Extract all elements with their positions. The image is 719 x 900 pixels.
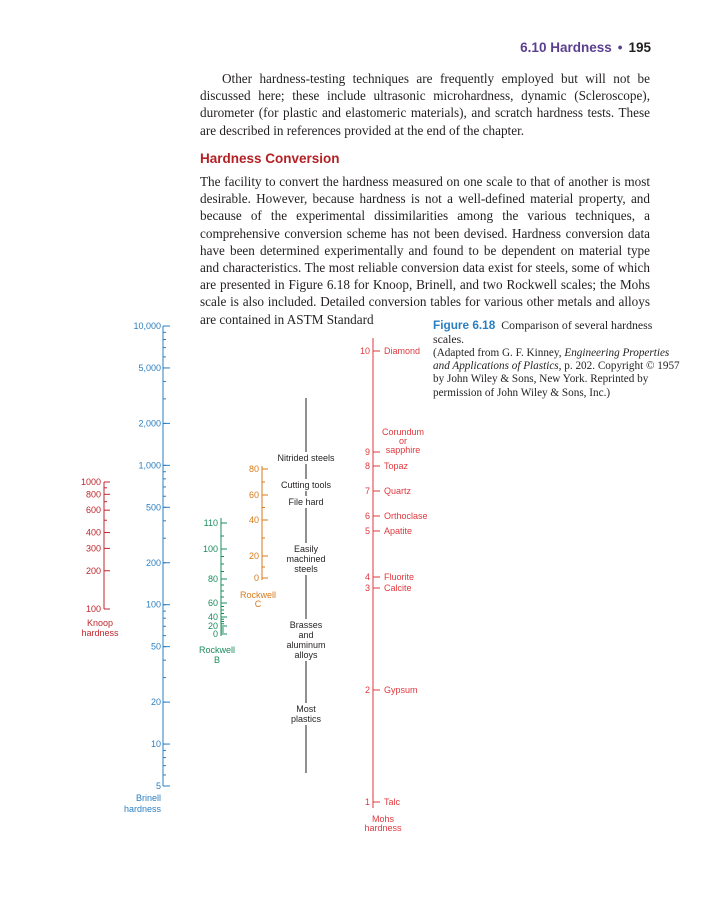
brinell-label: hardness bbox=[123, 804, 161, 814]
rockwell-b-label: Rockwell bbox=[198, 645, 236, 655]
section-title: 6.10 Hardness bbox=[520, 40, 612, 55]
mohs-tick-label: 6 bbox=[364, 511, 370, 521]
rockwell-c-tick-label: 40 bbox=[248, 515, 259, 525]
mohs-mineral-label: Corundum bbox=[381, 427, 425, 437]
mohs-mineral-label: Diamond bbox=[384, 346, 421, 356]
brinell-tick-label: 5 bbox=[155, 781, 161, 791]
knoop-tick-label: 600 bbox=[85, 505, 101, 516]
brinell-tick-label: 1,000 bbox=[138, 460, 161, 471]
brinell-tick-label: 20 bbox=[150, 697, 161, 708]
mohs-tick-label: 1 bbox=[364, 797, 370, 807]
rockwell-c-tick-label: 0 bbox=[253, 573, 259, 583]
mohs-tick-label: 10 bbox=[359, 346, 370, 356]
source-title: Engineering Properties and Applications of Plastics, bbox=[433, 346, 670, 372]
material-category-label: File hard bbox=[288, 497, 324, 507]
material-category-label: Most bbox=[296, 704, 316, 714]
rockwell-c-label: Rockwell bbox=[239, 590, 277, 600]
mohs-mineral-label: sapphire bbox=[385, 445, 421, 455]
brinell-tick-label: 50 bbox=[150, 641, 161, 652]
material-category-label: Brasses bbox=[289, 620, 323, 630]
material-category-label: plastics bbox=[290, 714, 322, 724]
figure-label: Figure 6.18 bbox=[433, 318, 496, 332]
rockwell-b-tick-label: 40 bbox=[207, 612, 218, 622]
mohs-mineral-label: Gypsum bbox=[384, 685, 418, 695]
mohs-mineral-label: Fluorite bbox=[384, 572, 415, 582]
mohs-tick-label: 5 bbox=[364, 526, 370, 536]
mohs-tick-label: 8 bbox=[364, 461, 370, 471]
knoop-label: hardness bbox=[81, 628, 119, 638]
paragraph-hardness-conversion: The facility to convert the hardness measured on one scale to that of another is most desirable. However, because hardness is not a well-defined material property, and because of the experimental dissimilarities among the various techniques, a comprehensive conversion scheme has not been devised. Hardness conversion data have been determined experimentally and found to be dependent on material type and characteristics. The most reliable conversion data exist for steels, some of which are presented in Figure 6.18 for Knoop, Brinell, and two Rockwell scales; the Mohs scale is also included. Detailed conversion tables for various other metals and alloys are contained in ASTM Standard bbox=[200, 174, 650, 327]
material-category-label: Easily bbox=[293, 544, 319, 554]
section-heading: Hardness Conversion bbox=[200, 151, 340, 166]
rockwell-c-tick-label: 20 bbox=[248, 551, 259, 561]
knoop-tick-label: 300 bbox=[85, 543, 101, 554]
page-number: 195 bbox=[628, 40, 651, 55]
mohs-mineral-label: Orthoclase bbox=[384, 511, 428, 521]
source-suffix: p. 202. Copyright © 1957 by John Wiley & Sons, New York. Reprinted by permission of John Wiley & Sons, Inc.) bbox=[433, 360, 680, 399]
brinell-tick-label: 2,000 bbox=[138, 418, 161, 429]
mohs-tick-label: 2 bbox=[364, 685, 370, 695]
source-prefix: (Adapted from G. F. Kinney, bbox=[433, 346, 565, 359]
knoop-tick-label: 800 bbox=[85, 489, 101, 500]
knoop-tick-label: 1000 bbox=[80, 477, 101, 487]
brinell-tick-label: 10 bbox=[150, 739, 161, 750]
brinell-tick-label: 5,000 bbox=[138, 362, 161, 373]
knoop-tick-label: 100 bbox=[85, 604, 101, 614]
mohs-mineral-label: or bbox=[398, 436, 408, 446]
brinell-tick-label: 500 bbox=[145, 502, 161, 513]
knoop-label: Knoop bbox=[86, 618, 114, 628]
material-category-label: steels bbox=[294, 564, 318, 574]
material-category-label: machined bbox=[286, 554, 326, 564]
rockwell-b-tick-label: 20 bbox=[207, 621, 218, 631]
rockwell-b-tick-label: 0 bbox=[212, 629, 218, 639]
mohs-label: hardness bbox=[364, 823, 402, 833]
knoop-tick-label: 400 bbox=[85, 527, 101, 538]
mohs-mineral-label: Quartz bbox=[384, 486, 412, 496]
brinell-label: Brinell bbox=[135, 793, 161, 803]
material-category-label: alloys bbox=[294, 650, 318, 660]
mohs-tick-label: 3 bbox=[364, 583, 370, 593]
brinell-tick-label: 100 bbox=[145, 599, 161, 610]
brinell-tick-label: 200 bbox=[145, 557, 161, 568]
material-category-label: aluminum bbox=[286, 640, 326, 650]
rockwell-c-label: C bbox=[254, 599, 262, 609]
mohs-mineral-label: Calcite bbox=[384, 583, 412, 593]
mohs-tick-label: 7 bbox=[364, 486, 370, 496]
material-category-label: Nitrided steels bbox=[277, 453, 335, 463]
rockwell-b-tick-label: 110 bbox=[203, 518, 218, 528]
rockwell-b-label: B bbox=[213, 655, 221, 665]
figure-title: Comparison of several hardness scales. bbox=[433, 318, 653, 347]
rockwell-b-tick-label: 80 bbox=[207, 574, 218, 584]
material-category-label: Cutting tools bbox=[280, 480, 332, 490]
mohs-mineral-label: Apatite bbox=[384, 526, 413, 536]
paragraph-other-techniques: Other hardness-testing techniques are frequently employed but will not be discussed here; these include ultrasonic microhardness, dynamic (Scleroscope), durometer (for plastic and elastomeric materials), and scratch hardness tests. These are described in references provided at the end of the chapter. bbox=[200, 71, 650, 138]
brinell-tick-label: 10,000 bbox=[133, 321, 161, 331]
mohs-mineral-label: Talc bbox=[384, 797, 401, 807]
mohs-label: Mohs bbox=[371, 814, 395, 824]
rockwell-c-tick-label: 80 bbox=[248, 464, 259, 474]
mohs-mineral-label: Topaz bbox=[384, 461, 409, 471]
rockwell-c-tick-label: 60 bbox=[248, 490, 259, 500]
mohs-tick-label: 4 bbox=[364, 572, 370, 582]
material-category-label: and bbox=[298, 630, 314, 640]
header-separator: • bbox=[617, 40, 623, 55]
mohs-tick-label: 9 bbox=[364, 447, 370, 457]
knoop-tick-label: 200 bbox=[85, 565, 101, 576]
rockwell-b-tick-label: 60 bbox=[207, 598, 218, 608]
rockwell-b-tick-label: 100 bbox=[202, 544, 218, 554]
